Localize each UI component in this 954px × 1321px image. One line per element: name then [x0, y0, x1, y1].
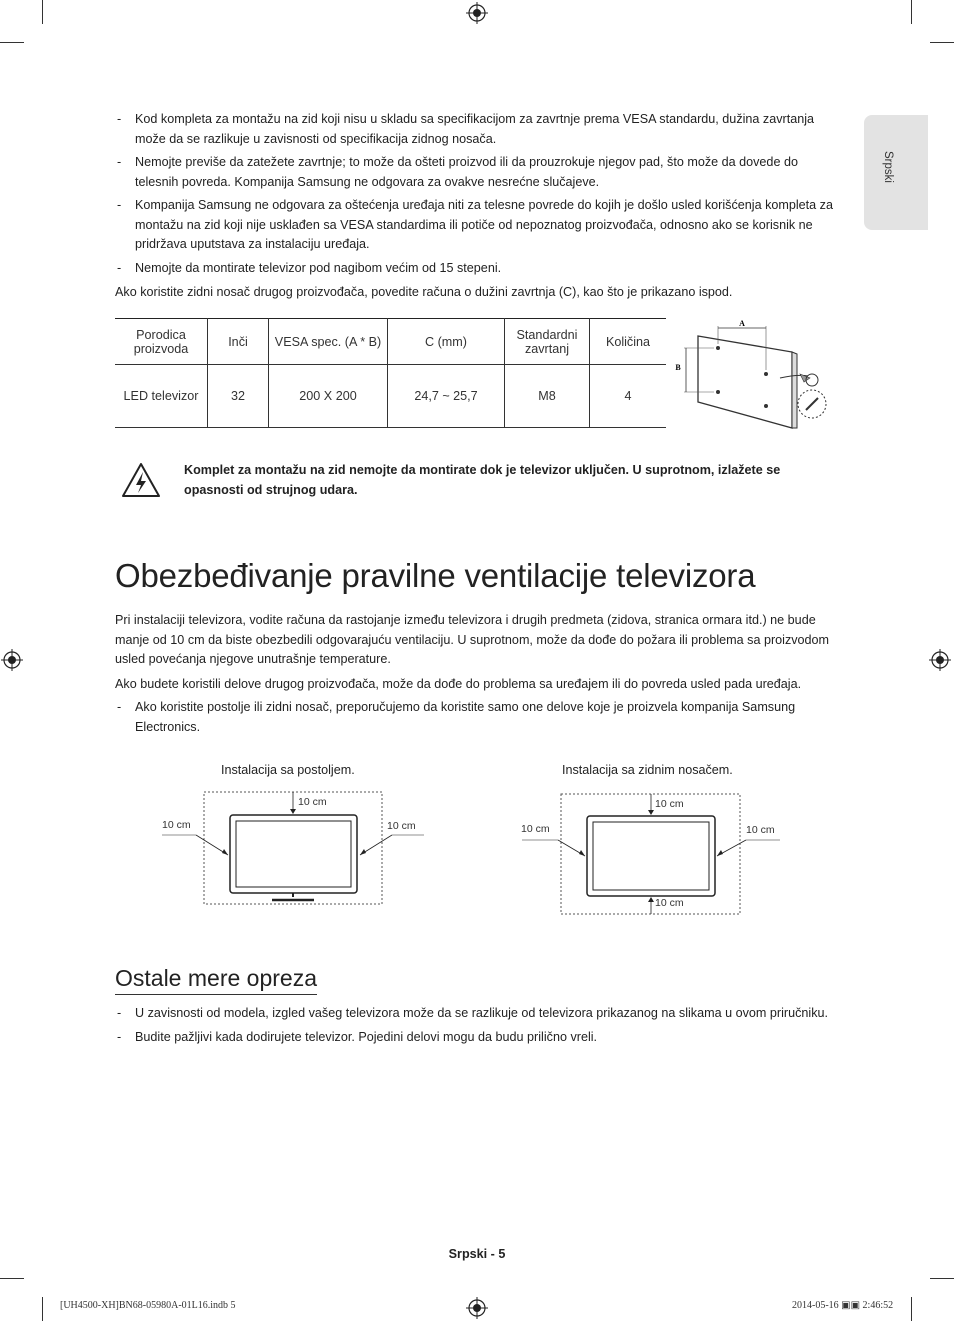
list-item: - Budite pažljivi kada dodirujete televizor. Pojedini delovi mogu da budu prilično vreli.: [117, 1029, 598, 1044]
vesa-spec-table: [115, 318, 666, 428]
crop-mark: [42, 1297, 43, 1321]
crop-mark: [930, 1278, 954, 1279]
mounting-notes-list: [115, 110, 835, 282]
warning-text: Komplet za montažu na zid nemojte da montirate dok je televizor uključen. U suprotnom, izlažete se opasnosti od strujnog udara.: [184, 463, 781, 497]
list-item: - Kompanija Samsung ne odgovara za oštećenja uređaja niti za telesne povrede do kojih je došlo usled korišćenja kompleta za montažu na zid koji nije usklađen sa VESA standardima ili potiče od nepoznatog proizvođača, odnosno ako se korisnik ne pridržava uputstava za instalaciju uređaja.: [117, 198, 833, 251]
distance-label: 10 cm: [162, 819, 191, 831]
section-subtitle: Ostale mere opreza: [115, 965, 317, 995]
side-tab-label: Srpski: [882, 151, 894, 183]
distance-label: 10 cm: [298, 796, 327, 808]
stand-installation-figure: [160, 785, 430, 910]
crop-mark: [911, 1297, 912, 1321]
list-item: - U zavisnosti od modela, izgled vašeg televizora može da se razlikuje od televizora prikazanog na slikama u ovom priručniku.: [117, 1006, 828, 1020]
crop-mark: [911, 0, 912, 24]
table-header: Standardni zavrtanj: [505, 319, 590, 365]
page-number: Srpski - 5: [448, 1247, 506, 1261]
table-cell: M8: [505, 365, 590, 428]
registration-mark-icon: [466, 2, 488, 24]
list-item: - Nemojte previše da zatežete zavrtnje; to može da ošteti proizvod ili da prouzrokuje njegov pad, što može da dovede do telesnih povreda. Kompanija Samsung ne odgovara za ovakve nesrećne slučajeve.: [117, 155, 798, 189]
wall-mount-diagram: [670, 316, 835, 434]
table-header: Porodica proizvoda: [133, 327, 189, 356]
distance-label: 10 cm: [655, 798, 684, 810]
wall-installation-figure: [520, 788, 785, 918]
table-header: Količina: [590, 319, 667, 365]
file-slug: [UH4500-XH]BN68-05980A-01L16.indb 5: [60, 1300, 236, 1311]
table-cell: LED televizor: [123, 389, 199, 403]
language-side-tab: [864, 115, 928, 230]
list-item: - Ako koristite postolje ili zidni nosač, preporučujemo da koristite samo one delove koje je proizvela kompanija Samsung Electronics.: [117, 700, 796, 734]
electric-shock-warning-icon: [121, 462, 161, 498]
section-title: Obezbeđivanje pravilne ventilacije televizora: [115, 557, 756, 594]
stand-install-caption: Instalacija sa postoljem.: [221, 763, 355, 777]
distance-label: 10 cm: [387, 820, 416, 832]
table-header: VESA spec. (A * B): [269, 319, 388, 365]
registration-mark-icon: [929, 649, 951, 671]
dimension-b-label: B: [675, 363, 681, 372]
dimension-a-label: A: [739, 319, 745, 328]
table-header-row: [115, 319, 666, 365]
parts-notes-list: [115, 698, 835, 741]
table-cell: 200 X 200: [269, 365, 388, 428]
wall-install-caption: Instalacija sa zidnim nosačem.: [562, 763, 733, 777]
crop-mark: [930, 42, 954, 43]
table-header: C (mm): [388, 319, 505, 365]
table-cell: 4: [590, 365, 667, 428]
distance-label: 10 cm: [746, 824, 775, 836]
list-item: - Kod kompleta za montažu na zid koji nisu u skladu sa specifikacijom za zavrtnje prema VESA standardu, dužina zavrtanja može da se razlikuje u zavisnosti od specifikacija zidnog nosača.: [117, 112, 815, 146]
list-item: - Nemojte da montirate televizor pod nagibom većim od 15 stepeni.: [117, 260, 502, 275]
registration-mark-icon: [466, 1297, 488, 1319]
distance-label: 10 cm: [521, 823, 550, 835]
precautions-list: [115, 1004, 835, 1051]
crop-mark: [0, 42, 24, 43]
intro-paragraph: Ako koristite zidni nosač drugog proizvođača, povedite računa o dužini zavrtnja (C), kao što je prikazano ispod.: [115, 285, 733, 299]
ventilation-paragraph: Pri instalaciji televizora, vodite računa da rastojanje između televizora i drugih predmeta (zidova, stranica ormara itd.) ne bude manje od 10 cm da biste obezbedili odgovarajuću ventilaciju. U suprotnom, može da dođe do požara ili problema sa proizvodom usled povećanja njegove unutrašnje temperature.: [115, 613, 830, 666]
crop-mark: [0, 1278, 24, 1279]
table-cell: 32: [208, 365, 269, 428]
registration-mark-icon: [1, 649, 23, 671]
crop-mark: [42, 0, 43, 24]
table-cell: 24,7 ~ 25,7: [388, 365, 505, 428]
table-header: Inči: [208, 319, 269, 365]
date-slug: 2014-05-16 ▣▣ 2:46:52: [792, 1300, 894, 1311]
parts-paragraph: Ako budete koristili delove drugog proizvođača, može da dođe do problema sa uređajem ili do povreda usled pada uređaja.: [115, 677, 802, 691]
table-row: [115, 365, 666, 428]
distance-label: 10 cm: [655, 897, 684, 909]
